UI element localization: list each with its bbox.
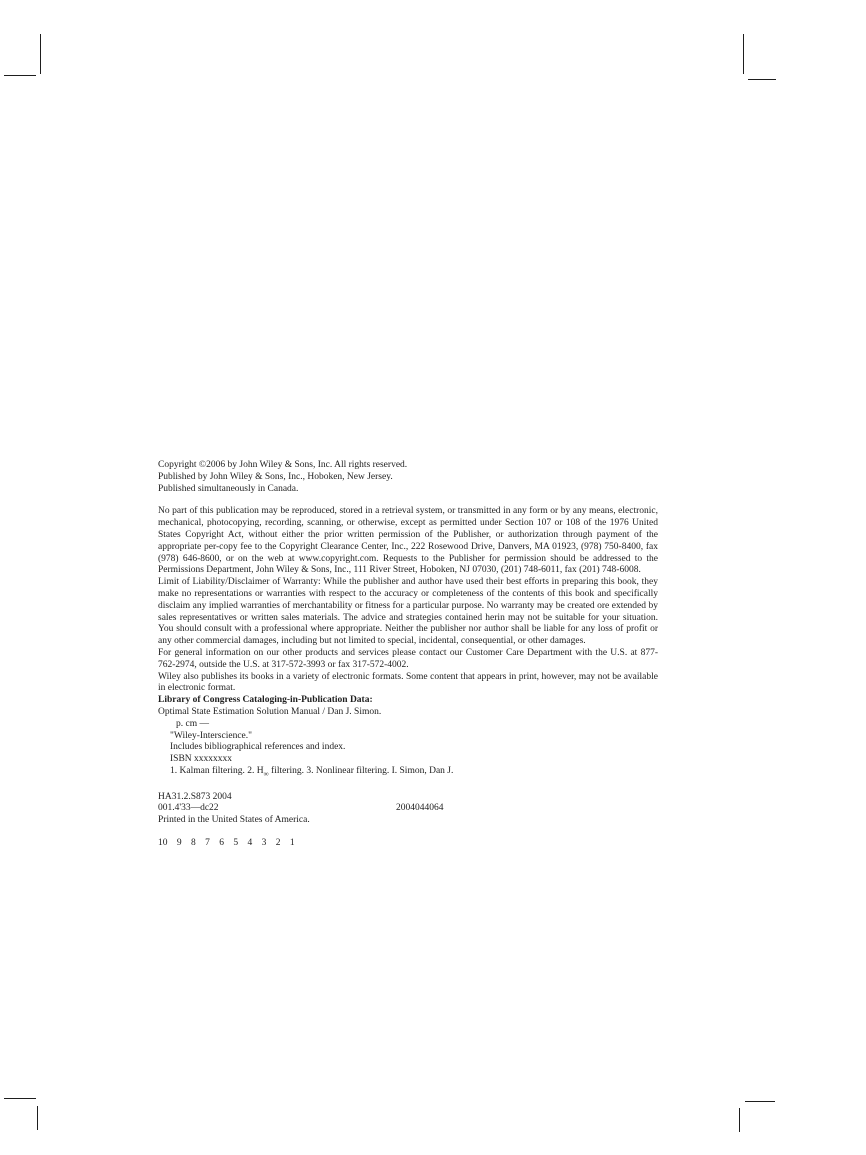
- crop-mark-top-right-vertical: [743, 34, 744, 74]
- general-info-paragraph: For general information on our other products and services please contact our Customer Care Department with the U.S. at 877-762-2974, outside the U.S. at 317-572-3993 or fax 317-572-4002.: [158, 647, 658, 670]
- dewey-number: 001.4'33—dc22: [158, 803, 219, 814]
- crop-mark-top-right-horizontal: [748, 79, 776, 80]
- printed-in-line: Printed in the United States of America.: [158, 815, 310, 826]
- crop-mark-top-left-horizontal: [4, 75, 36, 76]
- crop-mark-bottom-right-horizontal: [745, 1101, 775, 1102]
- permissions-paragraph: No part of this publication may be reproduced, stored in a retrieval system, or transmitted in any form or by any means, electronic, mechanical, photocopying, recording, scanning, or otherwise, except as permitted under Section 107 or 108 of the 1976 United States Copyright Act, without either the prior written permission of the Publisher, or authorization through payment of the appropriate per-copy fee to the Copyright Clearance Center, Inc., 222 Rosewood Drive, Danvers, MA 01923, (978) 750-8400, fax (978) 646-8600, or on the web at www.copyright.com. Requests to the Publisher for permission should be addressed to the Permissions Department, John Wiley & Sons, Inc., 111 River Street, Hoboken, NJ 07030, (201) 748-6011, fax (201) 748-6008.: [158, 506, 658, 576]
- crop-mark-bottom-left-horizontal: [4, 1098, 36, 1099]
- lccn-number: 2004044064: [396, 803, 444, 814]
- cip-includes: Includes bibliographical references and index.: [170, 742, 346, 753]
- cip-record: [158, 707, 658, 781]
- disclaimer-paragraph: Limit of Liability/Disclaimer of Warranty: While the publisher and author have used their best efforts in preparing this book, they make no representations or warranties with respect to the accuracy or completeness of the contents of this book and specifically disclaim any implied warranties of merchantability or fitness for a particular purpose. No warranty may be created ore extended by sales representatives or written sales materials. The advice and strategies contained herin may not be suitable for your situation. You should consult with a professional where appropriate. Neither the publisher nor author shall be liable for any loss of profit or any other commercial damages, including but not limited to special, incidental, consequential, or other damages.: [158, 577, 658, 647]
- published-line: Published by John Wiley & Sons, Inc., Hoboken, New Jersey.: [158, 471, 393, 482]
- cip-pcm: p. cm —: [176, 718, 209, 729]
- copyright-line: Copyright ©2006 by John Wiley & Sons, Inc. All rights reserved.: [158, 460, 408, 470]
- printing-number-line: 10 9 8 7 6 5 4 3 2 1: [158, 838, 295, 848]
- lc-call-number: HA31.2.S873 2004: [158, 791, 232, 802]
- published-block: [158, 472, 658, 496]
- copyright-page: [158, 460, 658, 850]
- crop-mark-top-left-vertical: [40, 34, 41, 74]
- cip-series: "Wiley-Interscience.": [170, 730, 253, 741]
- published-canada-line: Published simultaneously in Canada.: [158, 483, 299, 494]
- cip-subjects: 1. Kalman filtering. 2. $H_\infty$ filtering. 3. Nonlinear filtering. I. Simon, Dan J.: [170, 765, 454, 778]
- classification-block: [158, 792, 658, 827]
- cip-title-line: Optimal State Estimation Solution Manual / Dan J. Simon.: [158, 706, 382, 717]
- electronic-formats-paragraph: Wiley also publishes its books in a variety of electronic formats. Some content that appears in print, however, may not be available in electronic format.: [158, 671, 658, 694]
- crop-mark-bottom-left-vertical: [37, 1106, 38, 1130]
- cip-heading: Library of Congress Cataloging-in-Publication Data:: [158, 695, 373, 706]
- cip-isbn: ISBN xxxxxxxx: [170, 754, 233, 765]
- crop-mark-bottom-right-vertical: [739, 1108, 740, 1132]
